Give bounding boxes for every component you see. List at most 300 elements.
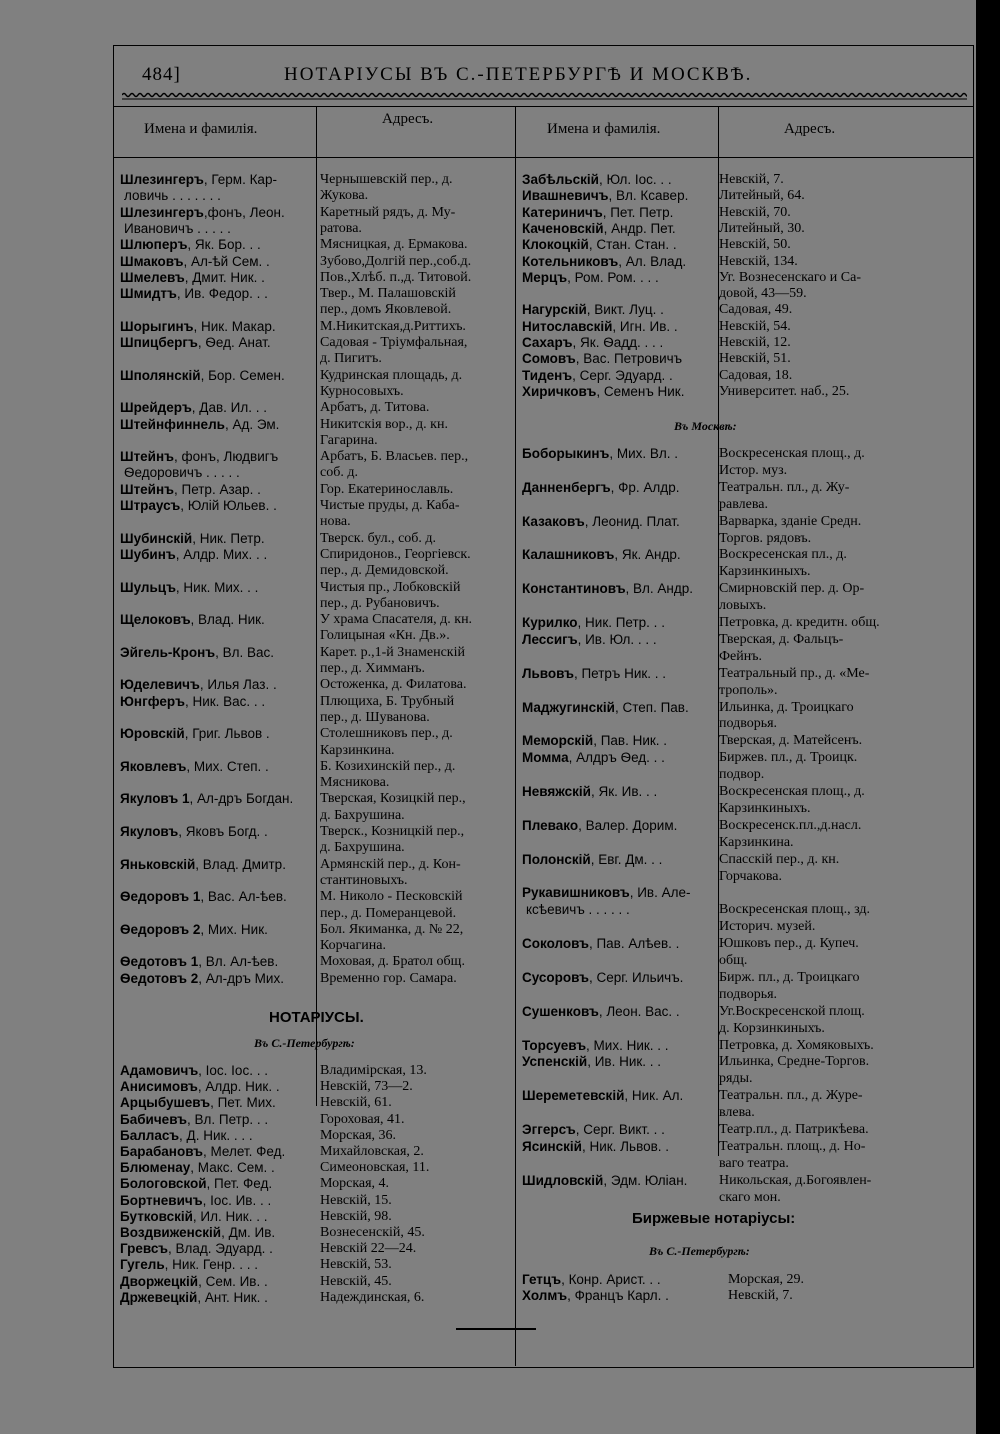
entry-address: Театральный пр., д. «Ме- [719,665,870,681]
entry-given-names: , фонъ, Людвигъ [173,449,279,465]
entry-given-names: , Ник. Ал. [624,1088,684,1104]
entry-given-names: , Серг. Ильичъ. [588,969,684,985]
entry-address: Университет. наб., 25. [719,383,850,399]
entry-address: Армянскій пер., д. Кон- [320,856,461,872]
entry-given-names: , Евг. Дм. . . [590,851,663,867]
entry-name [120,286,268,302]
entry-given-names: , Конр. Арист. . . [561,1272,661,1287]
entry-name [522,335,663,351]
entry-name [522,632,657,648]
entry-given-names: , Серг. Эдуард. . [572,367,673,383]
entry-address: Зубово,Долгій пер.,соб.д. [320,253,472,269]
entry-address: д. Корзинкиныхъ. [719,1020,825,1036]
entry-address: Вознесенскій, 45. [320,1225,425,1240]
entry-address: Театральн. площ., д. Но- [719,1138,866,1154]
entry-address: Тверская, д. Фальцъ- [719,631,844,647]
entry-surname: Торсуевъ [522,1037,587,1053]
entry-given-names: , Бор. Семен. [200,367,285,383]
entry-address: Карет. р.,1-й Знаменскій [320,644,465,660]
entry-surname: Гревсъ [120,1241,169,1257]
divider-left-address [316,106,317,1106]
entry-given-names: , Як. Ѳадд. . . . [572,335,664,350]
entry-name [120,319,276,335]
entry-surname: Барабановъ [120,1144,204,1159]
entry-surname: Момма [522,750,569,766]
entry-name [522,970,683,986]
entry-surname: Нагурскій [522,302,587,318]
entry-name [120,1257,258,1273]
entry-given-names: , Вас. Ал-ѣев. [200,889,287,905]
entry-surname: Казаковъ [522,513,585,529]
entry-given-names: , Іос. Іос. . . [198,1063,268,1078]
entry-surname: Щелоковъ [120,612,191,628]
entry-name [120,645,274,661]
entry-surname: Котельниковъ [522,253,619,269]
entry-address: Театральн. пл., д. Жу- [719,479,850,495]
running-title: НОТАРІУСЫ ВЪ С.-ПЕТЕРБУРГѢ И МОСКВѢ. [284,64,753,85]
entry-given-names: , Ант. Ник. . [197,1289,268,1305]
entry-address: Петровка, д. Хомяковыхъ. [719,1037,874,1053]
entry-given-names: ,фонъ, Леон. [203,204,285,220]
entry-address: Никитскія вор., д. кн. [320,416,448,432]
entry-name [120,172,277,188]
entry-address: Тверск. бул., соб. д. [320,530,437,546]
entry-address: Пов.,Хлѣб. п.,д. Титовой. [320,269,472,285]
entry-surname: Шорыгинъ [120,318,194,334]
entry-address: Михайловская, 2. [320,1144,424,1159]
entry-name [522,446,678,462]
entry-surname: Маджугинскій [522,699,615,715]
entry-address: влева. [719,1105,755,1121]
entry-surname: Шпицбергъ [120,335,198,350]
entry-surname: Штейнъ [120,481,174,497]
entry-given-names: , Степ. Пав. [614,699,689,715]
entry-name [522,885,690,901]
entry-surname: Данненбергъ [522,479,611,495]
entry-name [522,615,665,631]
entry-surname: Лессигъ [522,631,578,647]
entry-surname: Юделевичъ [120,677,200,693]
entry-address: Остоженка, д. Филатова. [320,677,467,693]
entry-surname: Шмелевъ [120,269,185,285]
entry-given-names: , Мих. Вл. . [609,446,679,461]
wavy-rule [122,92,967,100]
entry-name [120,335,271,351]
entry-given-names: , Алдр. Мих. . . [175,546,268,562]
entry-given-names: , Илья Лаз. . [199,677,277,693]
entry-address: Невскій, 61. [320,1095,392,1111]
entry-given-names: , Алдръ Ѳед. . . [568,750,665,766]
entry-given-names: , Пет. Фед. [206,1176,273,1192]
entry-address: Историч. музей. [719,919,816,935]
entry-surname: Штраусъ [120,498,181,513]
entry-address: Воскресенск.пл.,д.насл. [719,817,862,833]
entry-name [522,1122,665,1138]
entry-address: Торгов. рядовъ. [719,530,812,546]
entry-address: М.Никитская,д.Риттихъ. [320,318,466,334]
entry-surname: Шмаковъ [120,253,184,269]
entry-address: Временно гор. Самара. [320,970,457,986]
entry-given-names: , Ром. Ром. . . . [567,269,659,285]
entry-name [522,902,630,918]
entry-name [120,677,277,693]
entry-surname: Шполянскій [120,367,201,383]
entry-address: Тверск., Козницкій пер., [320,824,465,839]
entry-given-names: , Эдм. Юліан. [603,1172,688,1188]
entry-surname: Мерцъ [522,269,568,285]
entry-address: Воскресенская площ., д. [719,784,865,799]
entry-name [522,480,679,496]
entry-surname: Рукавишниковъ [522,885,630,901]
entry-address: Невскій, 7. [719,172,784,187]
entry-name [120,612,265,628]
entry-name [120,971,284,987]
entry-given-names: , Мих. Ник. . . [586,1037,669,1053]
entry-surname: Забѣльскій [522,172,599,187]
entry-name [522,1288,669,1304]
entry-given-names: , Вл. Петр. . . [187,1111,269,1127]
entry-address: Карзинкина. [719,834,794,850]
entry-given-names: , Леон. Вас. . [598,1003,680,1019]
entry-given-names: , Герм. Кар- [203,172,277,187]
entry-name [120,368,285,384]
entry-surname: Бабичевъ [120,1111,187,1127]
entry-surname: Соколовъ [522,936,589,952]
entry-name [522,700,689,716]
entry-name [522,784,657,800]
entry-address: Бирж. пл., д. Троицкаго [719,969,860,985]
entry-surname: Воздвиженскій [120,1225,222,1240]
entry-address: Невскій, 54. [719,318,791,334]
entry-given-names: , Ник. Петр. . . [577,615,665,630]
entry-given-names: , Д. Ник. . . . [179,1127,253,1143]
entry-address: Театр.пл., д. Патрикѣева. [719,1122,869,1137]
entry-address: Гороховая, 41. [320,1111,405,1127]
entry-given-names: , Григ. Львов . [184,726,270,742]
entry-surname: Гетцъ [522,1272,562,1287]
entry-name [522,547,681,563]
entry-address: д. Пигитъ. [320,351,382,367]
entry-given-names: , Алдр. Ник. . [197,1079,280,1095]
entry-given-names: , Пет. Петр. [602,204,674,220]
entry-address: Горчакова. [719,868,782,884]
entry-given-names: , Пет. Мих. [210,1095,276,1111]
entry-surname: Адамовичъ [120,1063,199,1078]
entry-surname: Яньковскій [120,856,196,872]
entry-surname: Тиденъ [522,367,573,383]
entry-given-names: , Юлій Юльев. . [180,498,277,513]
entry-surname: Дворжецкій [120,1273,199,1289]
entry-address: Карзинкиныхъ. [719,564,811,580]
entry-address: ратова. [320,220,362,236]
entry-address: Садовая, 18. [719,367,793,383]
entry-surname: Блюменау [120,1160,191,1176]
entry-surname: Юнгферъ [120,693,185,709]
entry-given-names: ловичь . . . . . . . [124,188,221,204]
entry-given-names: Ѳедоровичъ . . . . . [124,465,240,481]
entry-address: Карзинкина. [320,742,395,758]
entry-name [120,1112,268,1128]
entry-address: Воскресенская площ., зд. [719,902,870,918]
entry-given-names: , Вл. Вас. [215,644,275,660]
entry-name [120,1128,253,1144]
entry-surname: Эйгель-Кронъ [120,644,216,660]
entry-address: Морская, 29. [728,1272,805,1287]
entry-surname: Бологовской [120,1176,207,1192]
entry-address: Невскій, 73—2. [320,1079,413,1095]
entry-address: Уг.Воскресенской площ. [719,1003,865,1019]
entry-surname: Успенскій [522,1054,588,1070]
page-frame [113,45,974,1368]
entry-address: Чернышевскій пер., д. [320,172,453,187]
entry-address: Биржев. пл., д. Троицк. [719,750,858,766]
entry-surname: Шубинъ [120,546,176,562]
names-header-right: Имена и фамилія. [547,121,661,137]
entry-address: Уг. Вознесенскаго и Са- [719,269,861,285]
entry-surname: Боборыкинъ [522,446,610,461]
entry-address: Ильинка, Средне-Торгов. [719,1054,870,1070]
entry-given-names: , Пав. Ник. . [593,733,668,749]
entry-name [522,270,659,286]
entry-given-names: Ивановичъ . . . . . [124,220,231,236]
column-headers [114,106,973,158]
entry-name [120,1290,268,1306]
entry-given-names: , Ал-дръ Мих. [198,970,284,986]
entry-name [120,1079,280,1095]
entry-surname: Ивашневичъ [522,188,609,204]
entry-given-names: , Ил. Ник. . . [192,1208,268,1224]
entry-address: Надеждинская, 6. [320,1289,425,1305]
entry-name [522,254,686,270]
entry-given-names: , Дм. Ив. [221,1225,276,1240]
entry-given-names: , Мих. Ник. [200,921,268,937]
scan-edge-bar [976,0,1000,1434]
entry-address: Курносовыхъ. [320,383,404,399]
entry-address: Ильинка, д. Троицкаго [719,699,854,715]
entry-given-names: , Дмит. Ник. . [184,269,265,285]
entry-name [120,254,270,270]
entry-given-names: , Ал-ѣй Сем. . [183,253,270,269]
entry-name [120,498,277,514]
entry-given-names: , Ник. Петр. [192,530,265,546]
entry-name [120,270,265,286]
entry-address: Мясникова. [320,775,390,791]
entry-address: пер., д. Демидовской. [320,563,449,579]
entry-surname: Меморскій [522,733,594,749]
entry-address: Морская, 4. [320,1176,390,1192]
entry-address: соб. д. [320,465,358,481]
entry-name [522,302,664,318]
entry-surname: Ѳедотовъ 1 [120,954,199,970]
entry-name [120,1274,268,1290]
entry-given-names: , Ник. Макар. [193,318,276,334]
entry-address: Карзинкиныхъ. [719,800,811,816]
entry-address: Невскій, 15. [320,1192,392,1208]
entry-given-names: , Ник. Львов. . [581,1138,670,1154]
entry-address: Невскій, 50. [719,237,791,253]
entry-given-names: , Вл. Ксавер. [608,188,689,204]
entry-given-names: , Як. Бор. . . [187,237,261,253]
entry-given-names: , Влад. Эдуард. . [168,1241,273,1257]
entry-address: Петровка, д. кредитн. общ. [719,615,880,630]
entry-name [120,547,267,563]
entry-name [120,1063,268,1079]
entry-given-names: , Іос. Ив. . . [202,1192,272,1208]
entry-address: ряды. [719,1071,753,1087]
entry-surname: Львовъ [522,665,574,681]
entry-address: ловыхъ. [719,598,767,614]
entry-address: Садовая, 49. [719,302,793,318]
entry-surname: Бутковскій [120,1208,193,1224]
address-header-right: Адресъ. [784,121,836,137]
entry-given-names: , Ѳед. Анат. [197,335,271,350]
entry-given-names: , Вл. Андр. [625,581,694,597]
entry-given-names: ксѣевичъ . . . . . . [526,902,630,918]
entry-address: Жукова. [320,188,369,204]
entry-address: Театральн. пл., д. Журе- [719,1088,863,1104]
entry-address: Смирновскій пер. д. Ор- [719,581,865,597]
entry-address: Симеоновская, 11. [320,1160,430,1176]
entry-address: Арбатъ, Б. Власьев. пер., [320,449,469,465]
entry-given-names: , Пав. Алѣев. . [588,936,680,952]
entry-surname: Ѳедотовъ 2 [120,970,199,986]
entry-address: Владимірская, 13. [320,1063,427,1078]
notaries-heading: НОТАРІУСЫ. [269,1009,364,1026]
entry-surname: Сомовъ [522,351,576,367]
entry-surname: Шубинскій [120,530,193,546]
entry-given-names: , Макс. Сем. . [190,1160,275,1176]
entry-name [120,531,265,547]
entry-given-names: , Стан. Стан. . [588,237,677,253]
entry-given-names: , Серг. Викт. . . [575,1122,665,1137]
entry-surname: Шлезингеръ [120,204,204,220]
entry-address: Тверская, Козицкій пер., [320,791,466,807]
entry-given-names: , Вл. Ал-ѣев. [198,954,279,970]
entry-name [522,319,678,335]
entry-name [522,351,682,367]
entry-given-names: , Яковъ Богд. . [178,824,268,839]
entry-name [120,1225,275,1241]
entry-given-names: , Мелет. Фед. [203,1144,286,1159]
entry-name [120,791,293,807]
entry-address: Моховая, д. Братол общ. [320,954,465,970]
entry-address: Бол. Якиманка, д. № 22, [320,921,464,937]
entry-address: Гор. Екатеринославль. [320,481,454,497]
entry-address: М. Николо - Песковскій [320,889,463,905]
entry-address: Литейный, 30. [719,220,805,236]
entry-given-names: , Сем. Ив. . [198,1273,268,1289]
entry-address: пер., д. Померанцевой. [320,905,457,921]
entry-name [120,1176,272,1192]
entry-address: Невскій, 70. [719,204,791,220]
entry-name [120,400,267,416]
entry-address: трополь». [719,682,778,698]
entry-surname: Невяжскій [522,784,591,799]
entry-given-names: , Мих. Степ. . [186,758,269,774]
entry-surname: Ѳедоровъ 2 [120,921,201,937]
entry-surname: Яковлевъ [120,758,187,774]
entry-address: Невскій, 98. [320,1208,392,1224]
entry-name [522,1173,687,1189]
entry-name [120,580,258,596]
entry-address: нова. [320,514,351,530]
entry-name [522,1054,661,1070]
entry-address: Садовая - Тріумфальная, [320,335,468,350]
entry-name [120,1160,275,1176]
entry-surname: Држевецкій [120,1289,198,1305]
entry-name [120,954,278,970]
entry-surname: Шидловскій [522,1172,604,1188]
entry-surname: Сахаръ [522,335,573,350]
entry-given-names: , Ив. Юл. . . . [577,631,657,647]
entry-surname: Штейнфиннель [120,416,225,432]
entry-name [522,237,677,253]
entry-address: довой, 43—59. [719,286,807,302]
entry-surname: Шлюперъ [120,237,188,253]
entry-name [522,733,667,749]
entry-surname: Шереметевскій [522,1088,625,1104]
entry-address: стантиновыхъ. [320,872,408,888]
entry-name [120,465,240,481]
moscow-subheading: Въ Москвѣ: [674,419,737,433]
entry-address: общ. [719,953,748,968]
entry-surname: Якуловъ [120,824,179,839]
entry-surname: Ясинскій [522,1138,582,1154]
entry-address: Чистые пруды, д. Каба- [320,498,460,513]
entry-surname: Курилко [522,615,578,630]
entry-address: Мясницкая, д. Ермакова. [320,237,468,253]
entry-given-names: , Петр. Азар. . [173,481,261,497]
entry-name [522,666,666,682]
entry-name [522,221,676,237]
address-header-left: Адресъ. [382,111,434,127]
entry-address: пер., д. Шуванова. [320,709,430,725]
entry-name [522,172,672,188]
entry-address: Фейнъ. [719,648,762,664]
entry-address: Арбатъ, д. Титова. [320,400,430,416]
entry-address: Юшковъ пер., д. Купеч. [719,936,859,952]
entry-address: Голицыная «Кн. Дв.». [320,628,450,644]
entry-given-names: , Вас. Петровичъ [575,351,683,367]
entry-address: Невскій, 53. [320,1257,392,1273]
entry-address: равлева. [719,496,768,512]
entry-surname: Клокоцкій [522,237,589,253]
entry-surname: Каченовскій [522,220,604,236]
entry-name [120,694,265,710]
entry-surname: Катериничъ [522,204,603,220]
entry-address: Плющиха, Б. Трубный [320,693,455,709]
entry-address: Кудринская площадь, д. [320,367,463,383]
entry-given-names: , Ив. Ник. . . [587,1054,662,1070]
page-number: 484] [142,64,181,85]
entry-address: Морская, 36. [320,1127,397,1143]
entry-address: подворья. [719,986,778,1002]
entry-surname: Бортневичъ [120,1192,203,1208]
entry-surname: Гугель [120,1257,165,1273]
entry-name [522,514,680,530]
entry-given-names: , Дав. Ил. . . [191,400,267,416]
entry-given-names: , Ад. Эм. [224,416,280,432]
entry-surname: Шрейдеръ [120,400,192,416]
entry-address: д. Бахрушина. [320,807,405,823]
entry-name [120,482,261,498]
entry-given-names: , Игн. Ив. . [612,318,678,334]
entry-surname: Константиновъ [522,581,626,597]
entry-name [522,188,688,204]
entry-address: Невскій 22—24. [320,1241,417,1257]
entry-address: Тверская, д. Матейсенъ. [719,733,863,749]
entry-name [522,1004,680,1020]
